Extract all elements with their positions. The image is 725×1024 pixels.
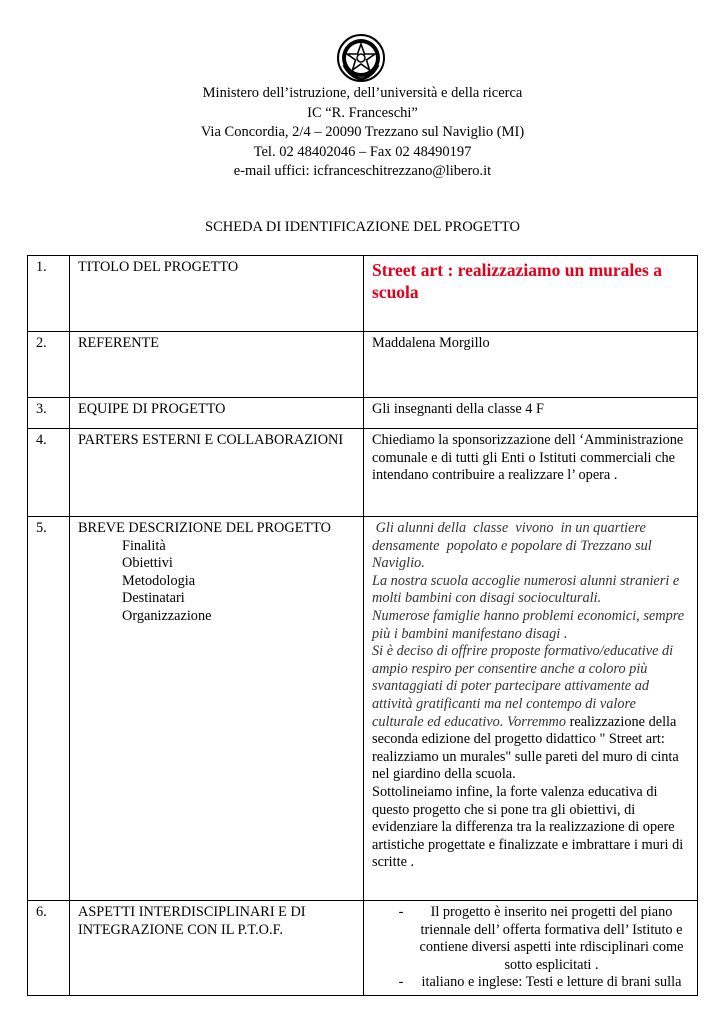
row-label-block bbox=[70, 517, 364, 901]
ministry-line: Ministero dell’istruzione, dell’università e della ricerca bbox=[202, 85, 523, 101]
school-name: IC “R. Franceschi” bbox=[307, 104, 418, 121]
school-phone: Tel. 02 48402046 – Fax 02 48490197 bbox=[253, 143, 472, 160]
table-row bbox=[28, 332, 698, 398]
republic-emblem-icon bbox=[336, 33, 386, 83]
project-title-value: Street art : realizzaziamo un murales a scuola bbox=[364, 256, 698, 332]
page-title: SCHEDA DI IDENTIFICAZIONE DEL PROGETTO bbox=[205, 219, 520, 235]
row-number: 3. bbox=[28, 398, 70, 429]
row-label: PARTERS ESTERNI E COLLABORAZIONI bbox=[70, 429, 364, 517]
row-number: 5. bbox=[28, 517, 70, 901]
description-paragraph: Gli alunni della classe vivono in un quartiere densamente popolato e popolare di Trezzano sul Naviglio. bbox=[372, 520, 656, 572]
row-value: Gli insegnanti della classe 4 F bbox=[364, 398, 698, 429]
row-label: EQUIPE DI PROGETTO bbox=[70, 398, 364, 429]
row-label: BREVE DESCRIZIONE DEL PROGETTO bbox=[78, 520, 331, 536]
table-row bbox=[28, 517, 698, 901]
list-item bbox=[372, 904, 691, 974]
project-description bbox=[364, 517, 698, 901]
row-number: 4. bbox=[28, 429, 70, 517]
table-row bbox=[28, 429, 698, 517]
list-item bbox=[372, 974, 691, 992]
sublabel: Obiettivi bbox=[122, 555, 173, 572]
sublabel: Finalità bbox=[122, 537, 166, 554]
row-number: 6. bbox=[28, 901, 70, 996]
school-email: e-mail uffici: icfranceschitrezzano@libero.it bbox=[233, 163, 492, 180]
bullet-dash: - bbox=[398, 904, 404, 920]
table-row bbox=[28, 901, 698, 996]
row-label: TITOLO DEL PROGETTO bbox=[70, 256, 364, 332]
school-header bbox=[0, 84, 725, 182]
description-italic-part: Si è deciso di offrire proposte formativo/educative di ampio respiro per consentire anche a coloro più svantaggiati di poter partecipare attivamente ad attività gratificanti ma nel contempo di valore culturale ed educativo. Vorremmo bbox=[372, 643, 674, 730]
row-number: 2. bbox=[28, 332, 70, 398]
row-value: Chiediamo la sponsorizzazione dell ‘Amministrazione comunale e di tutti gli Enti o Istituti commerciali che intendano contribuire a realizzare l’ opera . bbox=[364, 429, 698, 517]
school-address: Via Concordia, 2/4 – 20090 Trezzano sul Naviglio (MI) bbox=[200, 124, 525, 141]
description-paragraph-mixed bbox=[372, 643, 691, 784]
row-number: 1. bbox=[28, 256, 70, 332]
integration-list bbox=[364, 901, 698, 996]
table-row bbox=[28, 256, 698, 332]
row-label: ASPETTI INTERDISCIPLINARI E DI INTEGRAZIONE CON IL P.T.O.F. bbox=[70, 901, 364, 996]
bullet-dash: - bbox=[398, 974, 404, 991]
row-value: Maddalena Morgillo bbox=[364, 332, 698, 398]
sublabel: Metodologia bbox=[122, 572, 196, 589]
description-closing: Sottolineiamo infine, la forte valenza educativa di questo progetto che si pone tra gli obiettivi, di evidenziare la differenza tra la realizzazione di opere artistiche progettate e finalizzate e imbrattare i muri di scritte . bbox=[372, 783, 684, 871]
list-item-text: Il progetto è inserito nei progetti del piano triennale dell’ offerta formativa dell’ Istituto e contiene diversi aspetti inte rdisciplinari come sotto esplicitati . bbox=[419, 904, 684, 973]
description-paragraph: La nostra scuola accoglie numerosi alunni stranieri e molti bambini con disagi socioculturali. bbox=[372, 572, 680, 607]
project-table bbox=[27, 255, 698, 996]
list-item-text: italiano e inglese: Testi e letture di brani sulla bbox=[421, 974, 682, 991]
sublabel: Organizzazione bbox=[122, 607, 212, 624]
row-label: REFERENTE bbox=[70, 332, 364, 398]
table-row bbox=[28, 398, 698, 429]
sublabel: Destinatari bbox=[122, 590, 185, 607]
description-paragraph: Numerose famiglie hanno problemi economici, sempre più i bambini manifestano disagi . bbox=[372, 607, 685, 642]
description-regular-part: realizzazione della seconda edizione del progetto didattico " Street art: realizziamo un murales" sulle pareti del muro di cinta nel giardino della scuola. bbox=[372, 713, 679, 783]
